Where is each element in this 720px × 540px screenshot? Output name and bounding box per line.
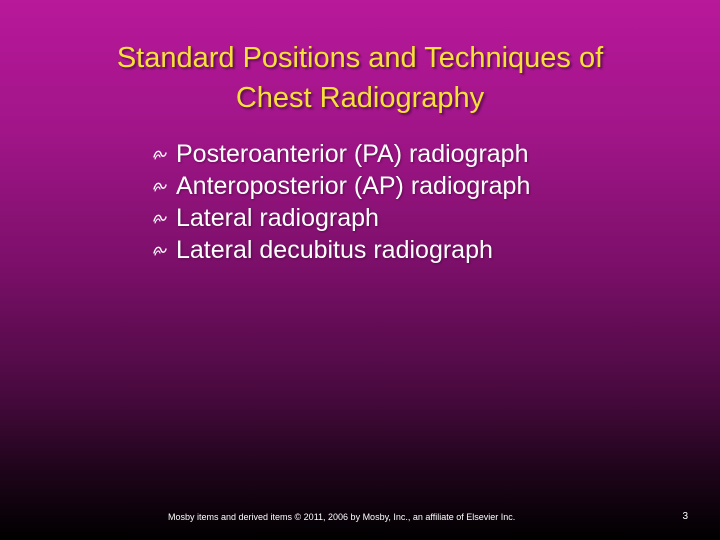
swirl-bullet-icon bbox=[152, 180, 168, 192]
bullet-text: Lateral decubitus radiograph bbox=[176, 236, 493, 264]
slide-title-line-1: Standard Positions and Techniques of bbox=[116, 42, 604, 74]
bullet-item bbox=[152, 138, 530, 170]
page-number: 3 bbox=[682, 511, 688, 522]
swirl-bullet-icon bbox=[152, 148, 168, 160]
bullet-list bbox=[152, 138, 530, 266]
bullet-text: Anteroposterior (AP) radiograph bbox=[176, 172, 531, 200]
swirl-bullet-icon bbox=[152, 212, 168, 224]
copyright-footer: Mosby items and derived items © 2011, 2006 by Mosby, Inc., an affiliate of Elsevier Inc. bbox=[168, 512, 516, 522]
bullet-item bbox=[152, 202, 530, 234]
swirl-bullet-icon bbox=[152, 244, 168, 256]
bullet-text: Posteroanterior (PA) radiograph bbox=[176, 140, 529, 168]
bullet-item bbox=[152, 234, 530, 266]
bullet-text: Lateral radiograph bbox=[176, 204, 379, 232]
bullet-item bbox=[152, 170, 530, 202]
slide-title-line-2: Chest Radiography bbox=[235, 82, 485, 114]
slide-title bbox=[40, 38, 680, 118]
